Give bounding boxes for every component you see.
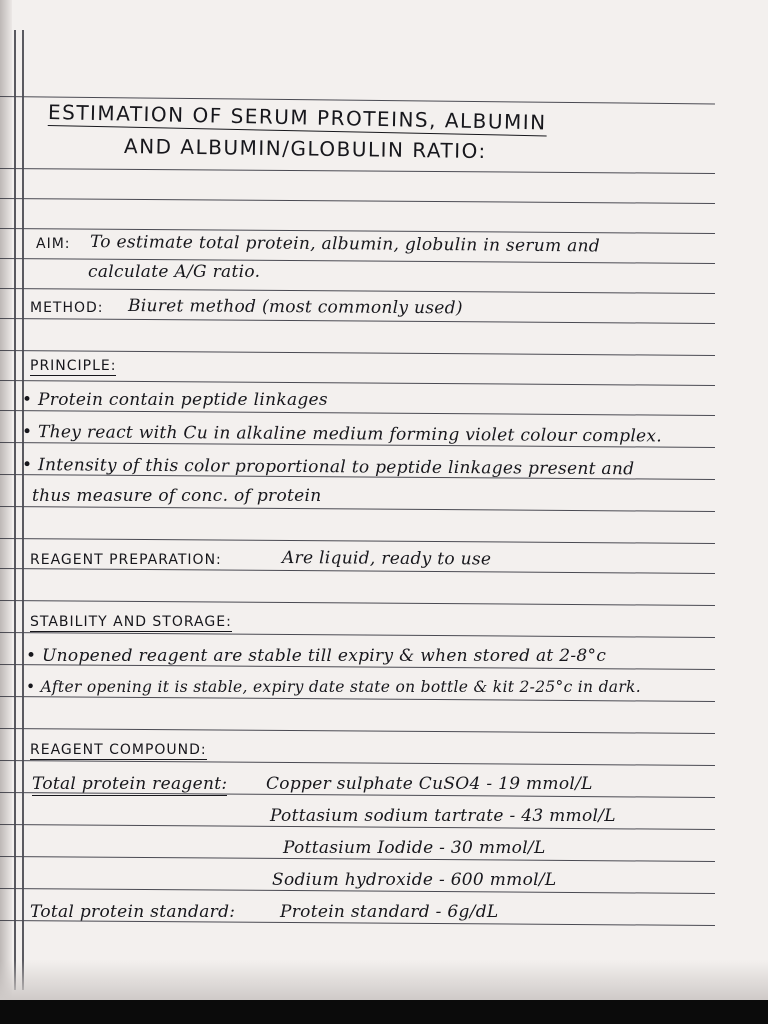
total-protein-reagent-label: Total protein reagent:: [32, 774, 228, 794]
ruled-line: [0, 318, 715, 324]
ruled-line: [0, 568, 715, 574]
ruled-line: [0, 600, 715, 606]
compound-pottasium-iodide: Pottasium Iodide - 30 mmol/L: [283, 838, 546, 858]
margin-line-outer: [14, 30, 16, 990]
principle-bullet-2: • They react with Cu in alkaline medium forming violet colour complex.: [21, 422, 663, 447]
principle-bullet-3: • Intensity of this color proportional to peptide linkages present and: [21, 455, 635, 480]
stability-bullet-2: • After opening it is stable, expiry date state on bottle & kit 2-25°c in dark.: [26, 678, 641, 696]
page-title-line-1: ESTIMATION OF SERUM PROTEINS, ALBUMIN: [47, 100, 547, 135]
aim-text-line-1: To estimate total protein, albumin, globulin in serum and: [89, 232, 601, 257]
principle-bullet-1: • Protein contain peptide linkages: [22, 390, 328, 410]
reagent-preparation-label: REAGENT PREPARATION:: [30, 552, 222, 568]
total-protein-standard-label: Total protein standard:: [30, 902, 236, 922]
ruled-line: [0, 632, 715, 638]
compound-sodium-hydroxide: Sodium hydroxide - 600 mmol/L: [272, 870, 557, 890]
ruled-line: [0, 288, 715, 294]
page-bottom-shadow: [0, 960, 768, 1000]
method-text: Biuret method (most commonly used): [127, 296, 463, 319]
ruled-line: [0, 696, 715, 702]
stability-heading: STABILITY AND STORAGE:: [30, 614, 232, 630]
total-protein-standard-value: Protein standard - 6g/dL: [280, 902, 499, 922]
aim-text-line-2: calculate A/G ratio.: [88, 262, 261, 282]
compound-copper-sulphate: Copper sulphate CuSO4 - 19 mmol/L: [266, 774, 593, 794]
ruled-line: [0, 350, 715, 356]
ruled-line: [0, 728, 715, 734]
page-title-line-2: AND ALBUMIN/GLOBULIN RATIO:: [123, 134, 487, 164]
reagent-compound-heading: REAGENT COMPOUND:: [30, 742, 207, 758]
compound-pottasium-sodium-tartrate: Pottasium sodium tartrate - 43 mmol/L: [270, 806, 616, 826]
principle-heading: PRINCIPLE:: [30, 358, 117, 374]
stability-bullet-1: • Unopened reagent are stable till expiry & when stored at 2-8°c: [26, 646, 607, 666]
page-shadow: [0, 0, 12, 1000]
margin-line-inner: [22, 30, 24, 990]
ruled-line: [0, 168, 715, 174]
aim-label: AIM:: [36, 236, 71, 252]
ruled-line: [0, 506, 715, 512]
ruled-line: [0, 410, 715, 416]
ruled-line: [0, 538, 715, 544]
principle-continuation: thus measure of conc. of protein: [32, 486, 322, 506]
reagent-preparation-text: Are liquid, ready to use: [281, 548, 492, 570]
ruled-line: [0, 380, 715, 386]
ruled-line: [0, 760, 715, 766]
method-label: METHOD:: [30, 300, 104, 316]
ruled-line: [0, 198, 715, 204]
